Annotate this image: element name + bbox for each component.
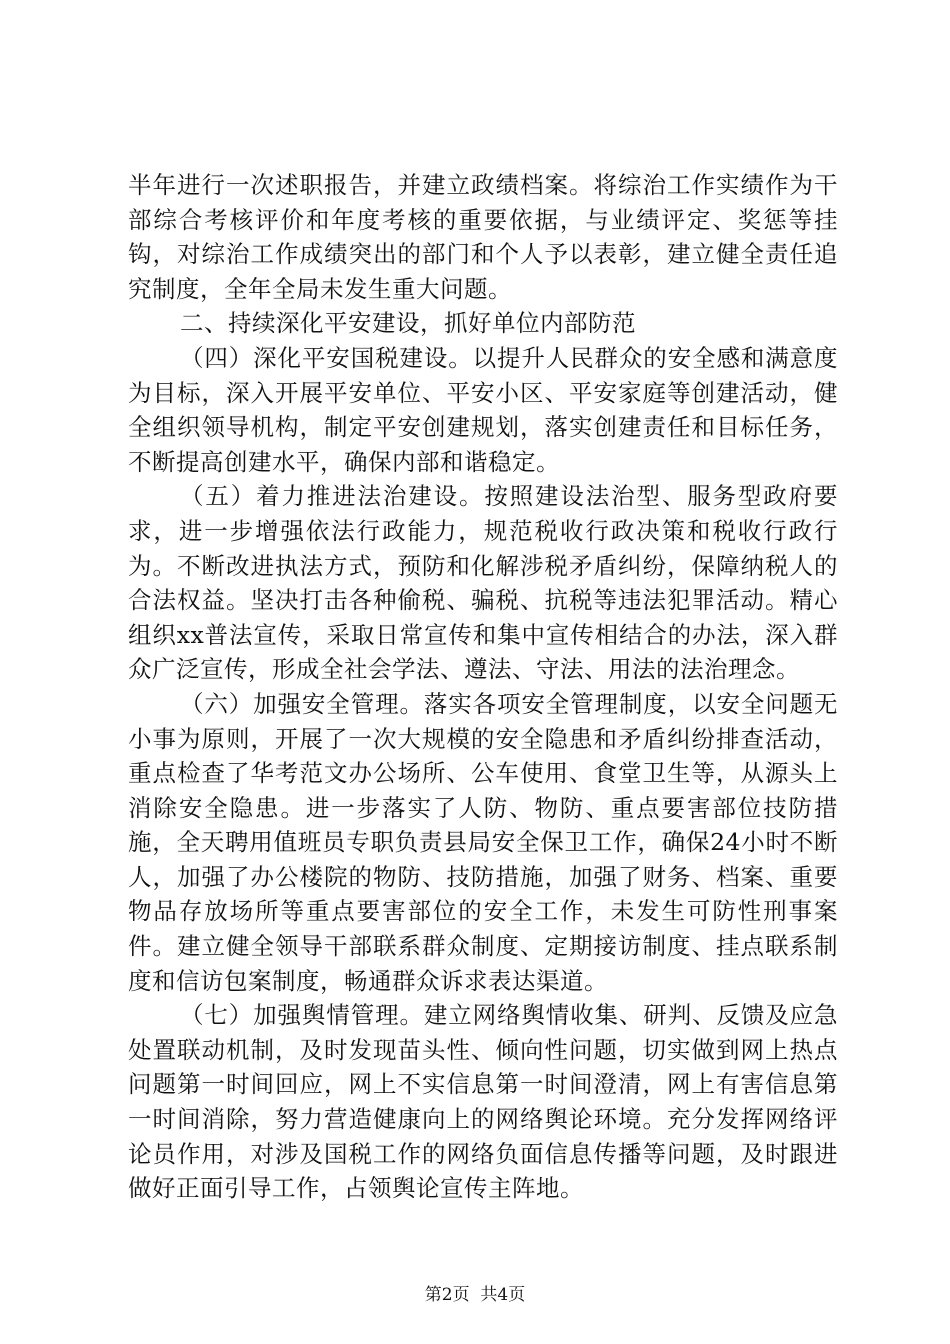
page-total: 共4页 bbox=[480, 1285, 526, 1305]
paragraph-continuation: 半年进行一次述职报告，并建立政绩档案。将综治工作实绩作为干部综合考核评价和年度考核的重要依据，与业绩评定、奖惩等挂钩，对综治工作成绩突出的部门和个人予以表彰，建立健全责任追究制度，全年全局未发生重大问题。 bbox=[128, 171, 838, 303]
page-number: 第2页 bbox=[424, 1285, 470, 1305]
paragraph-item-4: （四）深化平安国税建设。以提升人民群众的安全感和满意度为目标，深入开展平安单位、平安小区、平安家庭等创建活动，健全组织领导机构，制定平安创建规划，落实创建责任和目标任务，不断提高创建水平，确保内部和谐稳定。 bbox=[128, 343, 838, 476]
paragraph-item-7: （七）加强舆情管理。建立网络舆情收集、研判、反馈及应急处置联动机制，及时发现苗头性、倾向性问题，切实做到网上热点问题第一时间回应，网上不实信息第一时间澄清，网上有害信息第一时间消除，努力营造健康向上的网络舆论环境。充分发挥网络评论员作用，对涉及国税工作的网络负面信息传播等问题，及时跟进做好正面引导工作，占领舆论宣传主阵地。 bbox=[128, 1001, 838, 1203]
page-footer bbox=[0, 1280, 950, 1305]
paragraph-item-6: （六）加强安全管理。落实各项安全管理制度，以安全问题无小事为原则，开展了一次大规模的安全隐患和矛盾纠纷排查活动，重点检查了华考范文办公场所、公车使用、食堂卫生等，从源头上消除安全隐患。进一步落实了人防、物防、重点要害部位技防措施，全天聘用值班员专职负责县局安全保卫工作，确保24小时不断人，加强了办公楼院的物防、技防措施，加强了财务、档案、重要物品存放场所等重点要害部位的安全工作，未发生可防性刑事案件。建立健全领导干部联系群众制度、定期接访制度、挂点联系制度和信访包案制度，畅通群众诉求表达渠道。 bbox=[128, 689, 838, 995]
document-body bbox=[128, 168, 838, 1206]
paragraph-item-5: （五）着力推进法治建设。按照建设法治型、服务型政府要求，进一步增强依法行政能力，规范税收行政决策和税收行政行为。不断改进执法方式，预防和化解涉税矛盾纠纷，保障纳税人的合法权益。坚决打击各种偷税、骗税、抗税等违法犯罪活动。精心组织xx普法宣传，采取日常宣传和集中宣传相结合的办法，深入群众广泛宣传，形成全社会学法、遵法、守法、用法的法治理念。 bbox=[128, 482, 838, 684]
section-heading: 二、持续深化平安建设，抓好单位内部防范 bbox=[180, 309, 636, 338]
